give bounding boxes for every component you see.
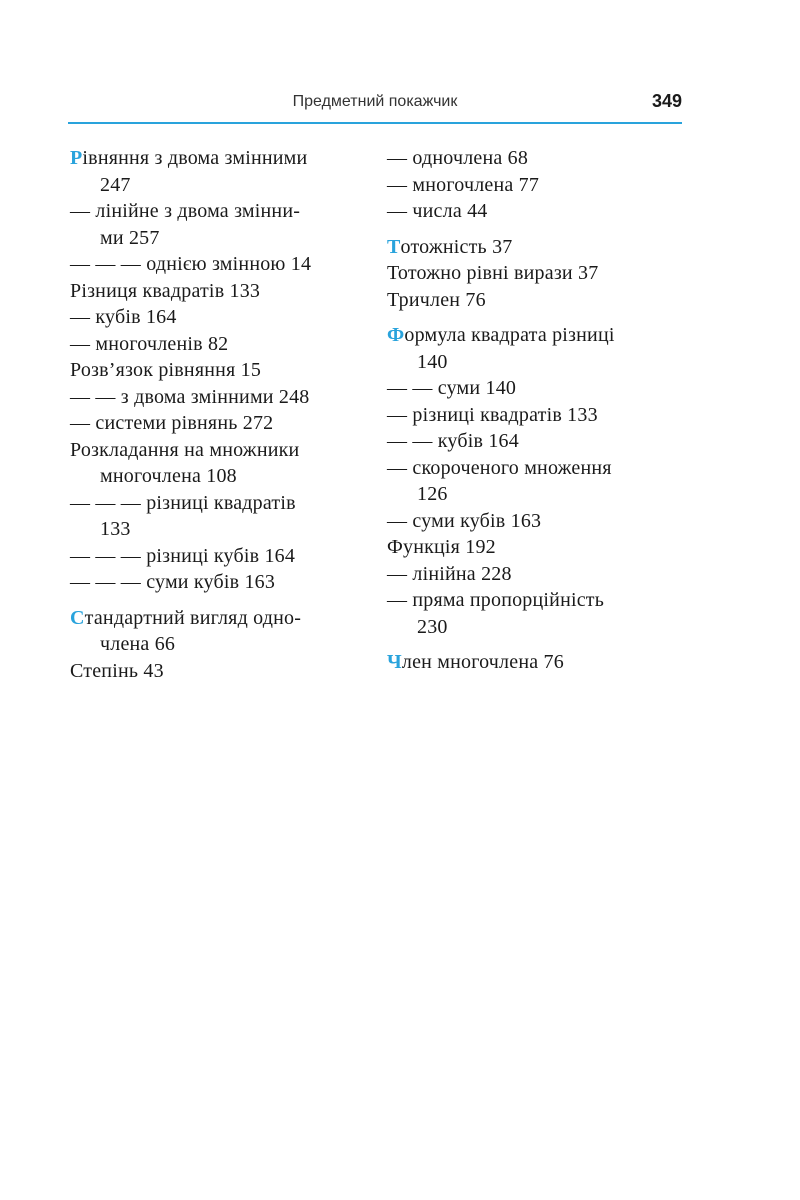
index-entry [387,508,687,535]
index-entry [387,428,687,455]
index-entry-text: Степінь 43 [70,659,164,682]
index-entry-text: лен многочлена 76 [401,651,564,673]
index-entry [387,260,687,287]
index-entry-text: Розв’язок рівняння 15 [70,359,262,381]
index-entry [70,437,370,490]
index-entry [387,561,687,588]
index-entry-continuation: 140 [417,350,448,373]
index-entry [70,357,370,384]
index-entry-text: Тричлен 76 [387,288,486,311]
index-entry [70,198,370,251]
index-entry-text: Різниця квадратів 133 [70,279,261,302]
index-entry [70,331,370,358]
index-entry-text: — лінійна 228 [387,562,512,585]
index-entry [70,145,370,198]
index-entry-continuation: ми 257 [100,226,160,249]
index-entry-text: Тотожно рівні вирази 37 [387,262,599,284]
index-entry [70,304,370,331]
index-entry-text: — системи рівнянь 272 [70,412,274,434]
index-entry-continuation: 133 [100,518,131,540]
index-entry [387,375,687,402]
index-entry [70,605,370,658]
index-entry-text: — числа 44 [387,200,488,222]
section-initial-letter: Ф [387,324,405,346]
index-entry-text: тандартний вигляд одно- [84,606,302,629]
index-entry-text: — пряма пропорційність [387,589,605,611]
page-title: Предметний покажчик [292,93,458,110]
index-entry [387,455,687,508]
index-entry-text: — кубів 164 [70,306,177,328]
index-entry-text: — — кубів 164 [387,430,519,452]
page-header [68,88,682,122]
index-entry-text: івняння з двома змінними [82,147,308,169]
index-entry [70,410,370,437]
index-entry-continuation: 126 [417,483,448,505]
index-entry [70,543,370,570]
page-number: 349 [651,91,682,111]
index-entry-text: — — з двома змінними 248 [70,385,310,408]
index-entry [387,145,687,172]
index-entry-text: отожність 37 [400,235,513,258]
index-entry [387,287,687,314]
index-entry-text: — — — однією змінною 14 [70,253,312,275]
index-entry-text: Розкладання на множники [70,438,300,461]
index-entry-text: — — — різниці кубів 164 [70,544,296,567]
index-column-right [387,145,687,676]
index-entry-continuation: 230 [417,615,448,638]
section-initial-letter: Р [70,147,83,169]
section-initial-letter: Ч [387,651,402,673]
index-entry-text: — суми кубів 163 [387,509,542,532]
index-entry-text: Функція 192 [387,536,496,558]
index-entry [387,587,687,640]
index-entry [387,649,687,676]
index-entry-text: — многочлена 77 [387,173,540,196]
index-entry [387,198,687,225]
index-entry-text: — — — суми кубів 163 [70,571,276,593]
index-entry [70,569,370,596]
index-entry-continuation: 247 [100,173,131,196]
index-entry-continuation: члена 66 [100,633,176,655]
index-entry-text: — одночлена 68 [387,147,529,169]
index-entry-text: ормула квадрата різниці [404,324,615,346]
index-entry [70,490,370,543]
index-entry [387,172,687,199]
section-initial-letter: С [70,606,85,629]
index-entry [70,251,370,278]
index-entry [70,384,370,411]
index-entry-text: — лінійне з двома змінни- [70,200,301,222]
index-entry-text: — — — різниці квадратів [70,491,296,514]
index-entry-text: — різниці квадратів 133 [387,403,598,426]
index-entry [387,534,687,561]
index-entry-continuation: многочлена 108 [100,465,237,487]
index-entry-text: — — суми 140 [387,377,517,399]
index-entry [70,278,370,305]
index-entry [387,402,687,429]
header-divider [68,122,682,124]
index-entry-text: — многочленів 82 [70,332,229,355]
index-column-left [70,145,370,684]
index-entry [70,658,370,685]
index-entry [387,322,687,375]
index-entry-text: — скороченого множення [387,456,612,479]
index-entry [387,234,687,261]
section-initial-letter: Т [387,235,401,258]
